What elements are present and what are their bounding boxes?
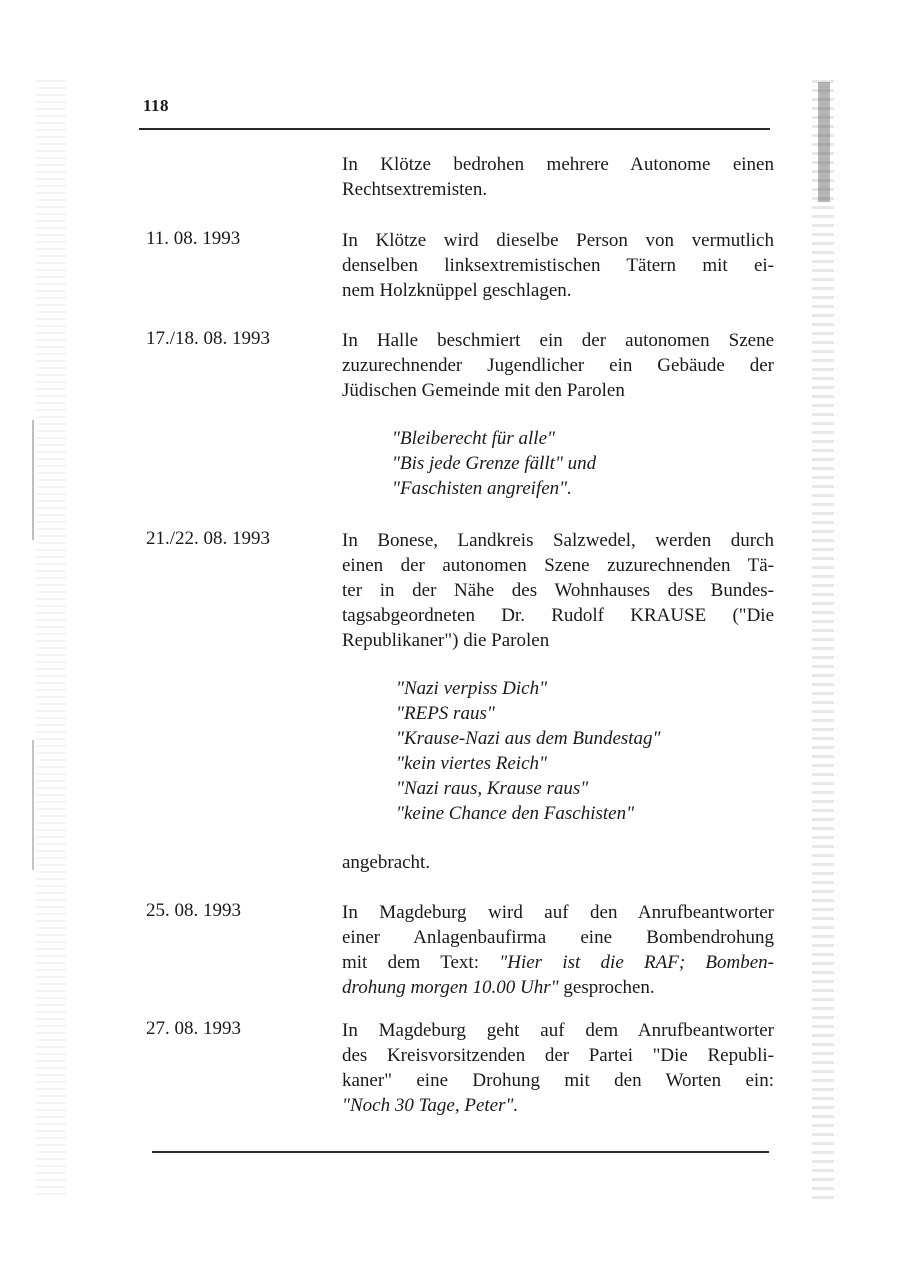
scan-shadow-right [818,82,830,202]
text-line [342,950,774,975]
scan-edge-right [812,80,834,1200]
slogan-list [392,426,596,501]
slogan-list [396,676,661,826]
text-line: In Magdeburg geht auf dem Anrufbeantworter [342,1020,774,1041]
scan-mark-left [32,420,34,540]
text-line: In Magdeburg wird auf den Anrufbeantworter [342,902,774,923]
text-line: tagsabgeordneten Dr. Rudolf KRAUSE ("Die [342,605,774,626]
entry-date: 27. 08. 1993 [146,1018,241,1039]
entry-text [342,1018,774,1118]
scan-edge-left [36,80,66,1200]
text-line: In Klötze bedrohen mehrere Autonome einen [342,154,774,175]
slogan: "REPS raus" [396,703,495,724]
entry-text [342,528,774,653]
text-fragment: mit dem Text: [342,952,479,973]
text-line: angebracht. [342,852,431,873]
quote-fragment: "Noch 30 Tage, Peter". [342,1095,519,1116]
slogan: "keine Chance den Faschisten" [396,803,635,824]
text-line: nem Holzknüppel geschlagen. [342,280,572,301]
entry-date: 11. 08. 1993 [146,228,241,249]
entry-text [342,328,774,403]
slogan: "kein viertes Reich" [396,753,547,774]
text-line: In Halle beschmiert ein der autonomen Szene [342,330,774,351]
entry-text-closing [342,850,774,875]
footer-rule [152,1151,769,1153]
text-line: einer Anlagenbaufirma eine Bombendrohung [342,927,774,948]
slogan: "Nazi verpiss Dich" [396,678,548,699]
entry-date: 21./22. 08. 1993 [146,528,271,549]
entry-text [342,900,774,1000]
quote-fragment: drohung morgen 10.00 Uhr" [342,977,559,998]
entry-text [342,228,774,303]
slogan: "Nazi raus, Krause raus" [396,778,589,799]
text-line: kaner" eine Drohung mit den Worten ein: [342,1070,774,1091]
quote-fragment: "Hier ist die RAF; Bomben- [499,952,775,973]
page-number: 118 [143,96,170,115]
text-line: Jüdischen Gemeinde mit den Parolen [342,380,625,401]
header-rule [139,128,770,130]
text-line: Rechtsextremisten. [342,179,488,200]
slogan: "Bis jede Grenze fällt" und [392,453,597,474]
text-line: In Bonese, Landkreis Salzwedel, werden durch [342,530,774,551]
text-fragment: gesprochen. [563,977,655,998]
slogan: "Krause-Nazi aus dem Bundestag" [396,728,661,749]
slogan: "Bleiberecht für alle" [392,428,555,449]
text-line: ter in der Nähe des Wohnhauses des Bundes- [342,580,774,601]
text-line [342,975,774,1000]
slogan: "Faschisten angreifen". [392,478,572,499]
text-line: Republikaner") die Parolen [342,630,550,651]
text-line: des Kreisvorsitzenden der Partei "Die Republi- [342,1045,774,1066]
text-line: In Klötze wird dieselbe Person von vermutlich [342,230,774,251]
entry-text [342,152,774,202]
text-line: zuzurechnender Jugendlicher ein Gebäude der [342,355,774,376]
text-line: denselben linksextremistischen Tätern mit ei- [342,255,774,276]
entry-date: 25. 08. 1993 [146,900,241,921]
entry-date: 17./18. 08. 1993 [146,328,271,349]
text-line: einen der autonomen Szene zuzurechnenden Tä- [342,555,774,576]
scan-mark-left [32,740,34,870]
